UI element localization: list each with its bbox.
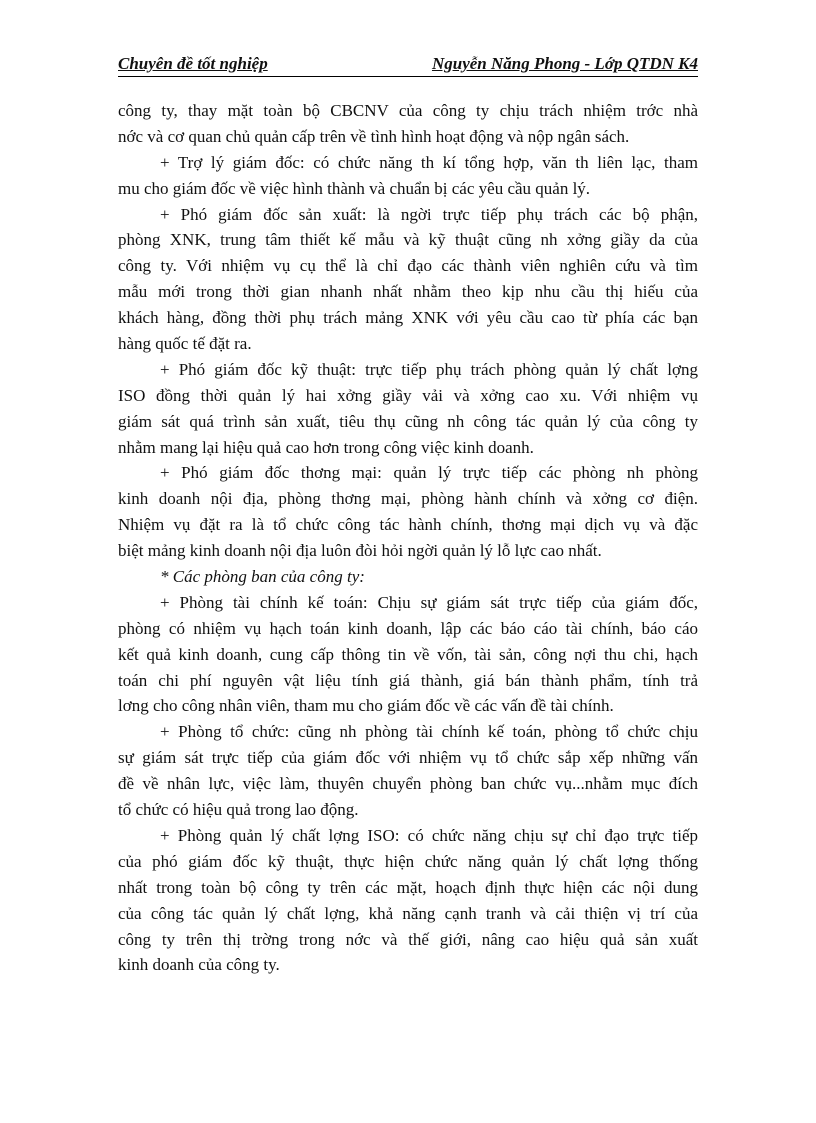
text-line: biệt mảng kinh doanh nội địa luôn đòi hỏi ngời quản lý lỗ lực cao nhất. <box>118 541 602 561</box>
text-line: + Phó giám đốc kỹ thuật: trực tiếp phụ trách phòng quản lý chất lợng <box>160 359 698 379</box>
text-line: tổ chức có hiệu quả trong lao động. <box>118 800 359 820</box>
text-line: phòng có nhiệm vụ hạch toán kinh doanh, lập các báo cáo tài chính, báo cáo <box>118 618 698 638</box>
section-heading: * Các phòng ban của công ty: <box>160 567 365 587</box>
text-line: + Phòng tài chính kế toán: Chịu sự giám sát trực tiếp của giám đốc, <box>160 592 698 612</box>
text-line: nhằm mang lại hiệu quả cao hơn trong công việc kinh doanh. <box>118 437 534 457</box>
text-line: của phó giám đốc kỹ thuật, thực hiện chức năng quản lý chất lợng thống <box>118 851 698 871</box>
text-line: ISO đồng thời quản lý hai xởng giầy vải và xởng cao xu. Với nhiệm vụ <box>118 385 698 405</box>
text-line: nớc và cơ quan chủ quản cấp trên về tình hình hoạt động và nộp ngân sách. <box>118 126 630 146</box>
header-author-class: Nguyễn Năng Phong - Lớp QTDN K4 <box>431 54 698 73</box>
body-text <box>118 98 698 978</box>
text-line: giám sát quá trình sản xuất, tiêu thụ cũng nh công tác quản lý của công ty <box>118 411 698 431</box>
text-line: kết quả kinh doanh, cung cấp thông tin về vốn, tài sản, công nợi thu chi, hạch <box>118 644 698 664</box>
text-line: mẫu mới trong thời gian nhanh nhất nhằm theo kịp nhu cầu thị hiếu của <box>118 282 698 302</box>
text-line: kinh doanh nội địa, phòng thơng mại, phòng hành chính và xởng cơ điện. <box>118 489 698 509</box>
text-line: + Phó giám đốc sản xuất: là ngời trực tiếp phụ trách các bộ phận, <box>160 204 698 224</box>
text-line: công ty trên thị trờng trong nớc và thế giới, nâng cao hiệu quả sản xuất <box>118 929 698 949</box>
text-line: + Phó giám đốc thơng mại: quản lý trực tiếp các phòng nh phòng <box>160 463 698 483</box>
text-line: kinh doanh của công ty. <box>118 955 280 975</box>
text-line: + Phòng quản lý chất lợng ISO: có chức năng chịu sự chỉ đạo trực tiếp <box>160 825 698 845</box>
text-line: lơng cho công nhân viên, tham mu cho giám đốc về các vấn đề tài chính. <box>118 696 614 716</box>
header-course-title: Chuyên đề tốt nghiệp <box>118 54 268 73</box>
text-line: + Phòng tổ chức: cũng nh phòng tài chính kế toán, phòng tổ chức chịu <box>160 722 698 742</box>
text-line: toán chi phí nguyên vật liệu tính giá thành, giá bán thành phẩm, tính trả <box>118 670 698 690</box>
text-line: sự giám sát trực tiếp của giám đốc với nhiệm vụ tổ chức sắp xếp những vấn <box>118 748 698 768</box>
text-line: đề về nhân lực, việc làm, thuyên chuyển phòng ban chức vụ...nhằm mục đích <box>118 774 698 794</box>
text-line: khách hàng, đồng thời phụ trách mảng XNK với yêu cầu cao từ phía các bạn <box>118 308 698 328</box>
text-line: + Trợ lý giám đốc: có chức năng th kí tổng hợp, văn th liên lạc, tham <box>160 152 698 172</box>
text-line: hàng quốc tế đặt ra. <box>118 334 252 354</box>
text-line: phòng XNK, trung tâm thiết kế mẫu và kỹ thuật cũng nh xởng giầy da của <box>118 230 698 250</box>
text-line: mu cho giám đốc về việc hình thành và chuẩn bị các yêu cầu quản lý. <box>118 178 591 198</box>
text-line: công ty. Với nhiệm vụ cụ thể là chỉ đạo các thành viên nghiên cứu và tìm <box>118 256 698 276</box>
text-line: công ty, thay mặt toàn bộ CBCNV của công ty chịu trách nhiệm trớc nhà <box>118 101 698 120</box>
text-line: của công tác quản lý chất lợng, khả năng cạnh tranh và cải thiện vị trí của <box>118 903 698 923</box>
page-header <box>118 52 698 77</box>
text-line: nhất trong toàn bộ công ty trên các mặt, hoạch định thực hiện các nội dung <box>118 877 698 897</box>
text-line: Nhiệm vụ đặt ra là tổ chức công tác hành chính, thơng mại dịch vụ và đặc <box>118 515 698 535</box>
